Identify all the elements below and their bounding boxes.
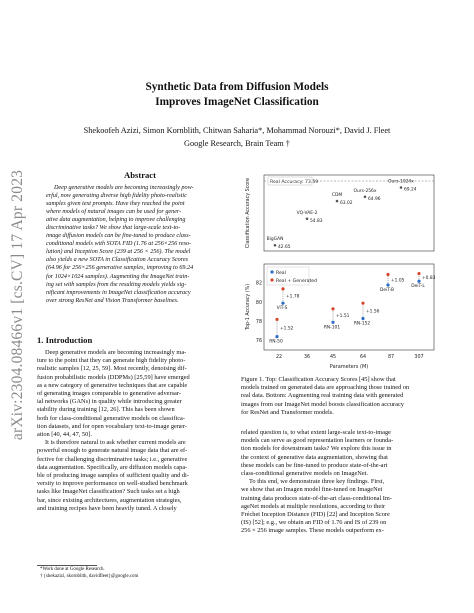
right-column-line: the context of generative data augmentation, showing that (241, 453, 388, 461)
abstract-line: conditional models with SOTA FID (1.76 at 256×256 reso- (46, 241, 192, 248)
gain-annotation: +0.83 (422, 275, 436, 281)
caption-line: models trained on generated data are approaching those trained on (241, 384, 410, 392)
cas-point-value: 69.24 (404, 187, 417, 193)
introduction-line: fusion probabilistic models (DDPMs) [25,59] have emerged (37, 373, 190, 381)
abstract-line: nificant improvements in ImageNet classification accuracy (46, 289, 191, 296)
abstract-line: for 1024×1024 samples). Augmenting the ImageNet train- (46, 273, 190, 280)
caption-line: real data. Bottom: Augmenting real training data with generated (241, 392, 404, 400)
gain-annotation: +1.05 (391, 278, 405, 284)
real-point (275, 335, 278, 338)
introduction-heading: 1. Introduction (37, 335, 93, 345)
right-column-line: these models can be fine-tuned to produce state-of-the-art (241, 461, 388, 469)
abstract-line: erful, now generating diverse high fidelity photo-realistic (46, 193, 187, 200)
cas-point-model: CDM (331, 193, 343, 199)
introduction-line: versity to improve performance on well-studied benchmark (37, 480, 188, 488)
accuracy-x-tick: 22 (275, 355, 283, 360)
cas-point-value: 42.65 (278, 245, 291, 251)
affiliation: Google Research, Brain Team † (184, 139, 290, 148)
abstract-line: ing set with samples from the resulting models yields sig- (46, 281, 187, 288)
caption-line: for ResNet and Transformer models. (241, 408, 334, 416)
model-label: RN-152 (353, 321, 371, 327)
paper-title-line-2: Improves ImageNet Classification (155, 96, 319, 108)
generated-point (361, 302, 364, 305)
abstract-line: where models of natural images can be used for gener- (46, 209, 182, 216)
gain-annotation: +1.56 (366, 309, 380, 315)
legend-generated-marker (270, 278, 273, 281)
abstract-line: (64.96 for 256×256 generative samples, improving to 69.24 (46, 265, 194, 272)
introduction-body (37, 349, 234, 513)
introduction-line: bar, since existing architectures, augmentation strategies, (37, 496, 182, 504)
abstract-line: over strong ResNet and Vision Transformer baselines. (46, 297, 179, 304)
introduction-line: data augmentation. Specifically, are diffusion models capa- (37, 463, 188, 471)
introduction-line: It is therefore natural to ask whether current models are (45, 439, 186, 447)
generated-point (331, 307, 334, 310)
cas-chart-frame (264, 175, 434, 251)
caption-line: Figure 1. Top: Classification Accuracy Scores [45] show that (241, 376, 396, 383)
accuracy-x-tick: 87 (387, 355, 395, 360)
accuracy-x-tick: 45 (329, 355, 337, 360)
cas-point (336, 200, 339, 203)
cas-point-model: Ours-1024x (388, 179, 414, 185)
caption-line: images from our ImageNet model boosts classification accuracy (241, 400, 404, 408)
real-point (417, 280, 420, 283)
legend-real-marker (270, 270, 273, 273)
introduction-line: Deep generative models are becoming increasingly ma- (45, 349, 187, 356)
right-column-line: 256 × 256 image samples. These models outperform ex- (241, 527, 384, 535)
gain-annotation: +1.51 (336, 314, 350, 320)
real-accuracy-text: Real Accuracy: 73.59 (270, 180, 319, 185)
legend-real-label: Real (276, 271, 286, 276)
right-column-line: training data produces state-of-the-art class-conditional Im- (241, 494, 392, 502)
arxiv-stamp: arXiv:2304.08466v1 [cs.CV] 17 Apr 2023 (9, 169, 26, 441)
real-point (361, 317, 364, 320)
accuracy-y-label: Top-1 Accuracy (%) (246, 283, 251, 331)
introduction-line: and training recipes have been heavily tuned. A closely (37, 504, 177, 512)
model-label: ViT-S (276, 306, 288, 312)
right-column-line: Fréchet Inception Distance (FID) [22] and Inception Score (241, 511, 390, 519)
right-column-line: related question is, to what extent large-scale text-to-image (241, 429, 391, 436)
figure-1 (241, 172, 437, 372)
generated-point (386, 273, 389, 276)
cas-point-model: BigGAN (266, 237, 284, 243)
accuracy-y-tick: 82 (255, 281, 262, 287)
cas-y-label: Classification Accuracy Score (246, 177, 251, 249)
figure-1-caption (241, 376, 437, 417)
cas-point-model: VQ-VAE-2 (296, 210, 318, 216)
cas-point-model: Ours-256x (353, 188, 377, 194)
introduction-line: fective for challenging discriminative tasks; i.e., generative (37, 455, 188, 463)
gain-annotation: +1.78 (286, 294, 300, 300)
cas-point (274, 244, 277, 247)
introduction-line: tion datasets, and for open vocabulary text-to-image gener- (37, 422, 187, 430)
accuracy-y-tick: 76 (255, 339, 262, 345)
accuracy-chart (245, 264, 436, 370)
model-label: RN-101 (323, 325, 341, 331)
abstract-line: samples given text prompts. Have they reached the point (46, 201, 185, 208)
right-column-body (241, 429, 437, 536)
real-point (331, 321, 334, 324)
footnote-rule (37, 565, 97, 566)
footnote-emails: † {shekazizi, skornblith, davidfleet}@google.com (40, 574, 139, 579)
introduction-line: stability during training [12, 26]. This has been shown (37, 406, 175, 414)
right-column-line: we show that an Imagen model fine-tuned on ImageNet (241, 486, 383, 494)
accuracy-x-tick: 64 (359, 355, 367, 360)
footnote-work-done: *Work done at Google Research. (40, 567, 105, 572)
right-column-line: To this end, we demonstrate three key findings. First, (249, 478, 385, 486)
introduction-line: ture to the point that they can generate high fidelity photo- (37, 357, 186, 365)
right-column-line: models can serve as good representation learners or founda- (241, 437, 394, 445)
legend-generated-label: Real + Generated (276, 279, 318, 284)
real-point (281, 302, 284, 305)
right-column-line: ageNet models at multiple resolutions, according to their (241, 502, 386, 510)
generated-point (281, 287, 284, 290)
cas-point-value: 63.02 (340, 201, 353, 207)
introduction-line: ble of producing image samples of sufficient quality and di- (37, 472, 189, 480)
introduction-line: ial networks (GANs) in quality while introducing greater (37, 398, 182, 406)
introduction-line: powerful enough to generate natural image data that are ef- (37, 447, 188, 455)
gain-annotation: +1.52 (280, 326, 294, 332)
abstract-body (46, 184, 234, 305)
accuracy-x-tick: 36 (303, 355, 311, 360)
generated-point (275, 318, 278, 321)
right-column-line: class-conditional generative models on ImageNet. (241, 470, 369, 478)
abstract-line: image diffusion models can be fine-tuned to produce class- (46, 233, 191, 240)
model-label: DeiT-B (379, 288, 395, 294)
paper-title-line-1: Synthetic Data from Diffusion Models (145, 81, 329, 93)
author-list: Shekoofeh Azizi, Simon Kornblith, Chitwan Saharia*, Mohammad Norouzi*, David J. Fleet (83, 126, 391, 135)
accuracy-x-tick: 307 (414, 355, 424, 360)
generated-point (417, 272, 420, 275)
introduction-line: tasks like ImageNet classification? Such tasks set a high (37, 488, 180, 496)
right-column-line: (IS) [52]; e.g., we obtain an FID of 1.76 and IS of 239 on (241, 519, 387, 527)
cas-point (400, 186, 403, 189)
accuracy-y-tick: 80 (255, 300, 262, 306)
accuracy-x-label: Parameters (M) (329, 364, 369, 370)
cas-point (306, 217, 309, 220)
abstract-line: discriminative tasks? We show that large-scale text-to- (46, 225, 181, 232)
introduction-line: realistic samples [12, 25, 59]. Most recently, denoising dif- (37, 365, 187, 373)
introduction-line: as a new category of generative techniques that are capable (37, 381, 188, 389)
cas-point (364, 196, 367, 199)
abstract-heading: Abstract (124, 170, 156, 180)
accuracy-y-tick: 78 (255, 319, 262, 325)
model-label: RN-50 (269, 339, 283, 345)
abstract-line: lution) and Inception Score (239 at 256 × 256). The model (46, 249, 191, 256)
real-point (386, 283, 389, 286)
cas-point-value: 54.83 (310, 218, 323, 224)
introduction-line: of generating images comparable to generative adversar- (37, 390, 181, 398)
right-column-line: tion models for downstream tasks? We explore this issue in (241, 445, 392, 453)
cas-point-value: 64.96 (368, 196, 381, 202)
model-label: DeiT-L (411, 284, 425, 290)
cas-chart (245, 175, 434, 251)
abstract-line: ative data augmentation, helping to improve challenging (46, 217, 186, 224)
introduction-line: both for class-conditional generative models on classifica- (37, 414, 185, 422)
abstract-line: also yields a new SOTA in Classification Accuracy Scores (46, 257, 189, 264)
abstract-line: Deep generative models are becoming increasingly pow- (54, 185, 194, 191)
introduction-line: ation [40, 44, 47, 50]. (37, 431, 92, 439)
